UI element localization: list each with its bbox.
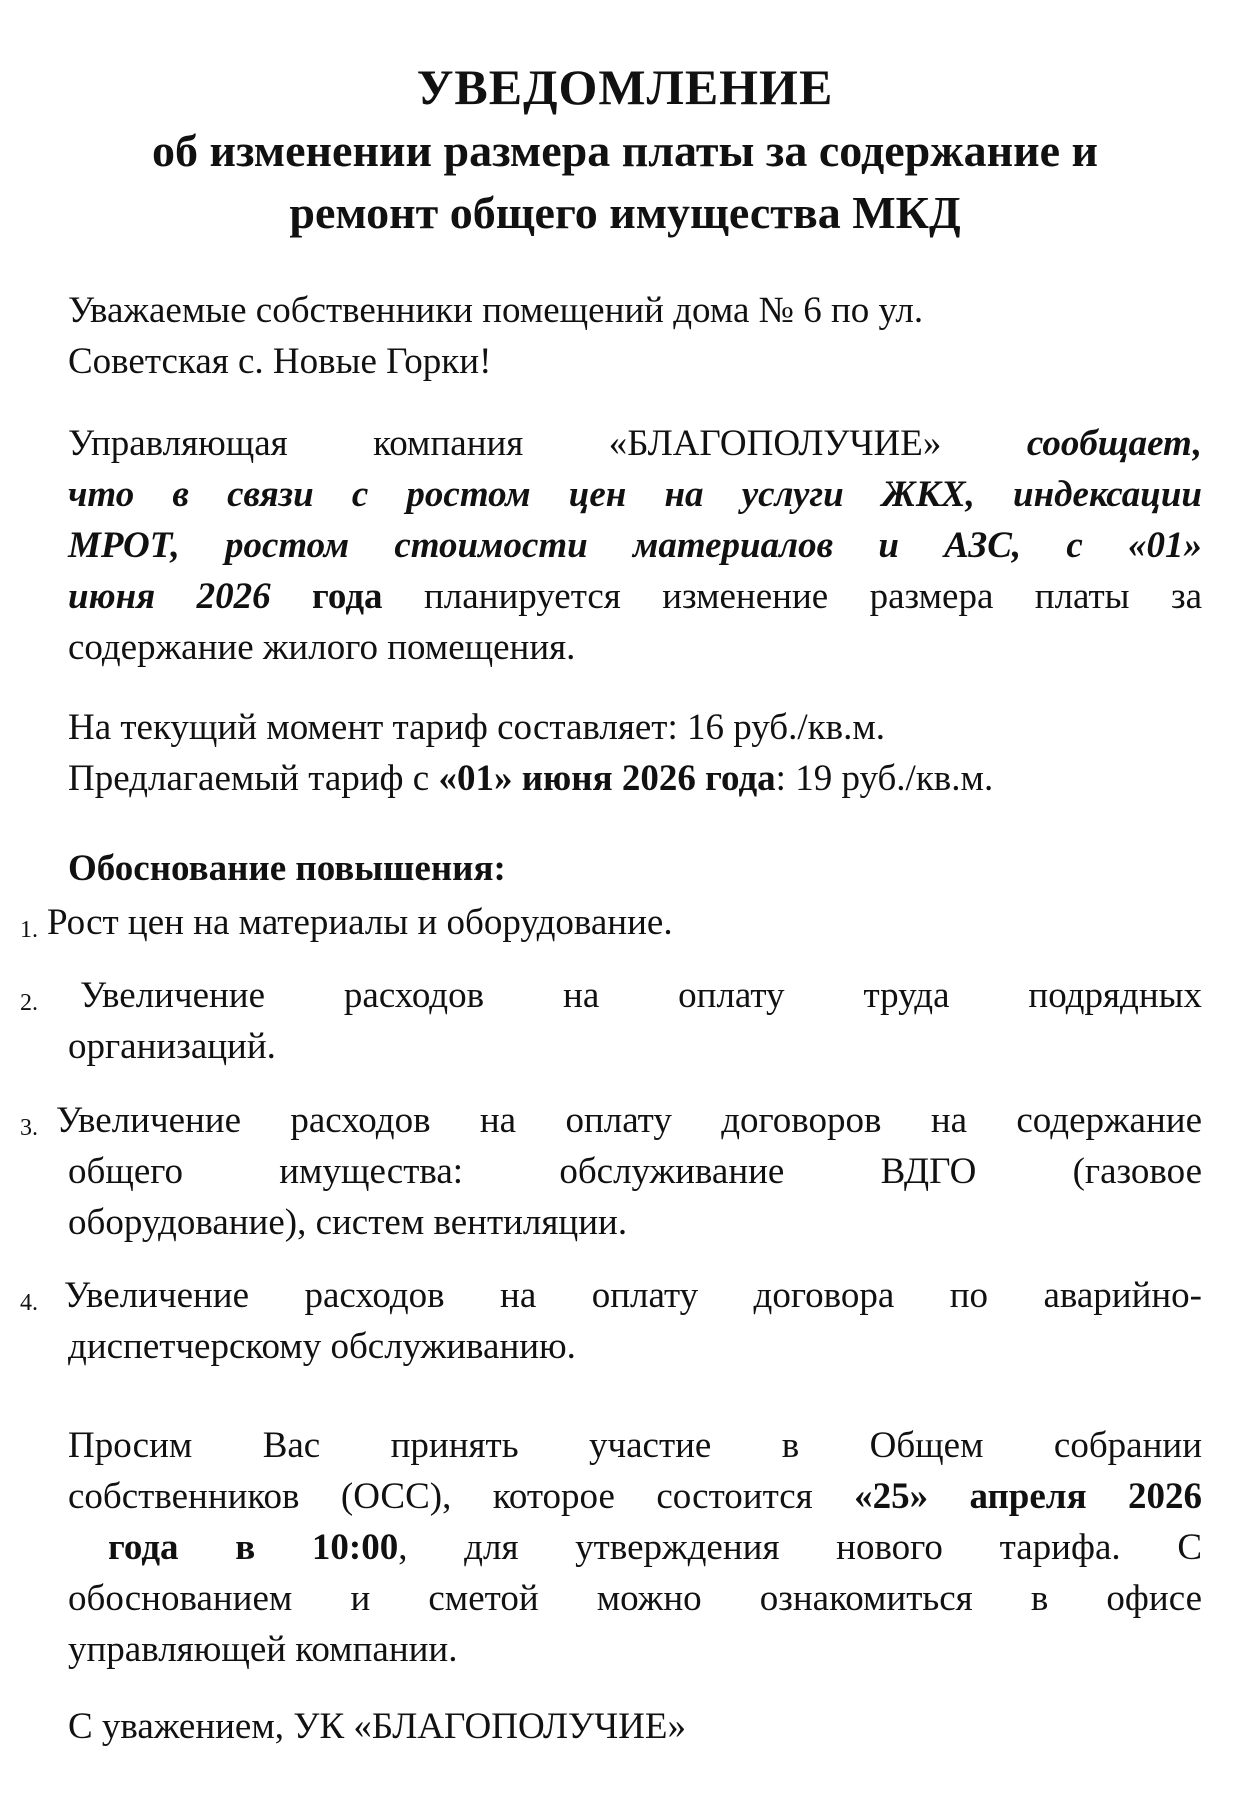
intro-emphasis-1: сообщает,: [1026, 423, 1202, 464]
list-number: 3.: [20, 1115, 38, 1141]
list-item-text: общего имущества: обслуживание ВДГО (газовое: [68, 1151, 1202, 1192]
tariff-paragraph: [68, 702, 1202, 804]
document-subtitle-line-2: ремонт общего имущества МКД: [289, 187, 961, 238]
justification-item-4: [20, 1270, 1202, 1372]
meeting-time: года в 10:00: [108, 1527, 399, 1568]
list-item-text: Увеличение расходов на оплату труда подрядных: [80, 975, 1202, 1016]
request-line-4: обоснованием и сметой можно ознакомиться в офисе: [68, 1578, 1202, 1619]
list-item-text: организаций.: [68, 1026, 276, 1067]
justification-heading: Обоснование повышения:: [68, 848, 506, 889]
intro-line-3: МРОТ, ростом стоимости материалов и АЗС, с «01»: [68, 525, 1202, 566]
proposed-tariff-prefix: Предлагаемый тариф с: [68, 758, 439, 799]
proposed-tariff-value: : 19 руб./кв.м.: [775, 758, 994, 799]
list-item-text: Увеличение расходов на оплату договора по аварийно-: [64, 1275, 1202, 1316]
meeting-date: «25» апреля 2026: [854, 1476, 1203, 1517]
justification-item-1: [20, 897, 1202, 948]
current-tariff-text: На текущий момент тариф составляет: 16 руб./кв.м.: [68, 707, 885, 748]
intro-line-2: что в связи с ростом цен на услуги ЖКХ, индексации: [68, 474, 1202, 515]
list-item-text: оборудование), систем вентиляции.: [68, 1202, 628, 1243]
greeting-paragraph: [68, 285, 1202, 387]
meeting-request-paragraph: [68, 1420, 1202, 1675]
proposed-tariff-date: «01» июня 2026 года: [438, 758, 776, 799]
list-number: 4.: [20, 1290, 38, 1316]
closing-signature: С уважением, УК «БЛАГОПОЛУЧИЕ»: [68, 1706, 686, 1747]
justification-item-2: [20, 970, 1202, 1072]
request-line-5: управляющей компании.: [68, 1629, 458, 1670]
intro-company-text: Управляющая компания «БЛАГОПОЛУЧИЕ»: [68, 423, 1027, 464]
document-subtitle-line-1: об изменении размера платы за содержание и: [151, 125, 1099, 176]
request-line-2: [68, 1471, 1202, 1522]
list-item-text: диспетчерскому обслуживанию.: [68, 1326, 576, 1367]
list-item-text: Рост цен на материалы и оборудование.: [47, 902, 673, 943]
request-owners-text: собственников (ОСС), которое состоится: [68, 1476, 855, 1517]
justification-item-3: [20, 1095, 1202, 1248]
request-line-1: Просим Вас принять участие в Общем собрании: [68, 1425, 1202, 1466]
intro-line-5: содержание жилого помещения.: [68, 627, 576, 668]
intro-line-4: [68, 571, 1202, 622]
list-item-text: Увеличение расходов на оплату договоров на содержание: [56, 1100, 1202, 1141]
intro-date-emphasis: июня 2026: [68, 576, 271, 617]
document-title: УВЕДОМЛЕНИЕ: [416, 59, 834, 115]
greeting-line-1: Уважаемые собственники помещений дома № 6 по ул.: [68, 290, 924, 331]
intro-year-word: года: [270, 576, 383, 617]
intro-paragraph: [68, 418, 1202, 673]
list-number: 2.: [20, 990, 38, 1016]
list-number: 1.: [20, 917, 38, 943]
request-line-3: [68, 1522, 1202, 1573]
greeting-line-2: Советская с. Новые Горки!: [68, 341, 492, 382]
intro-change-text: планируется изменение размера платы за: [382, 576, 1202, 617]
request-purpose-text: , для утверждения нового тарифа. С: [398, 1527, 1202, 1568]
intro-line-1: [68, 418, 1202, 469]
proposed-tariff-text: [68, 753, 1202, 804]
